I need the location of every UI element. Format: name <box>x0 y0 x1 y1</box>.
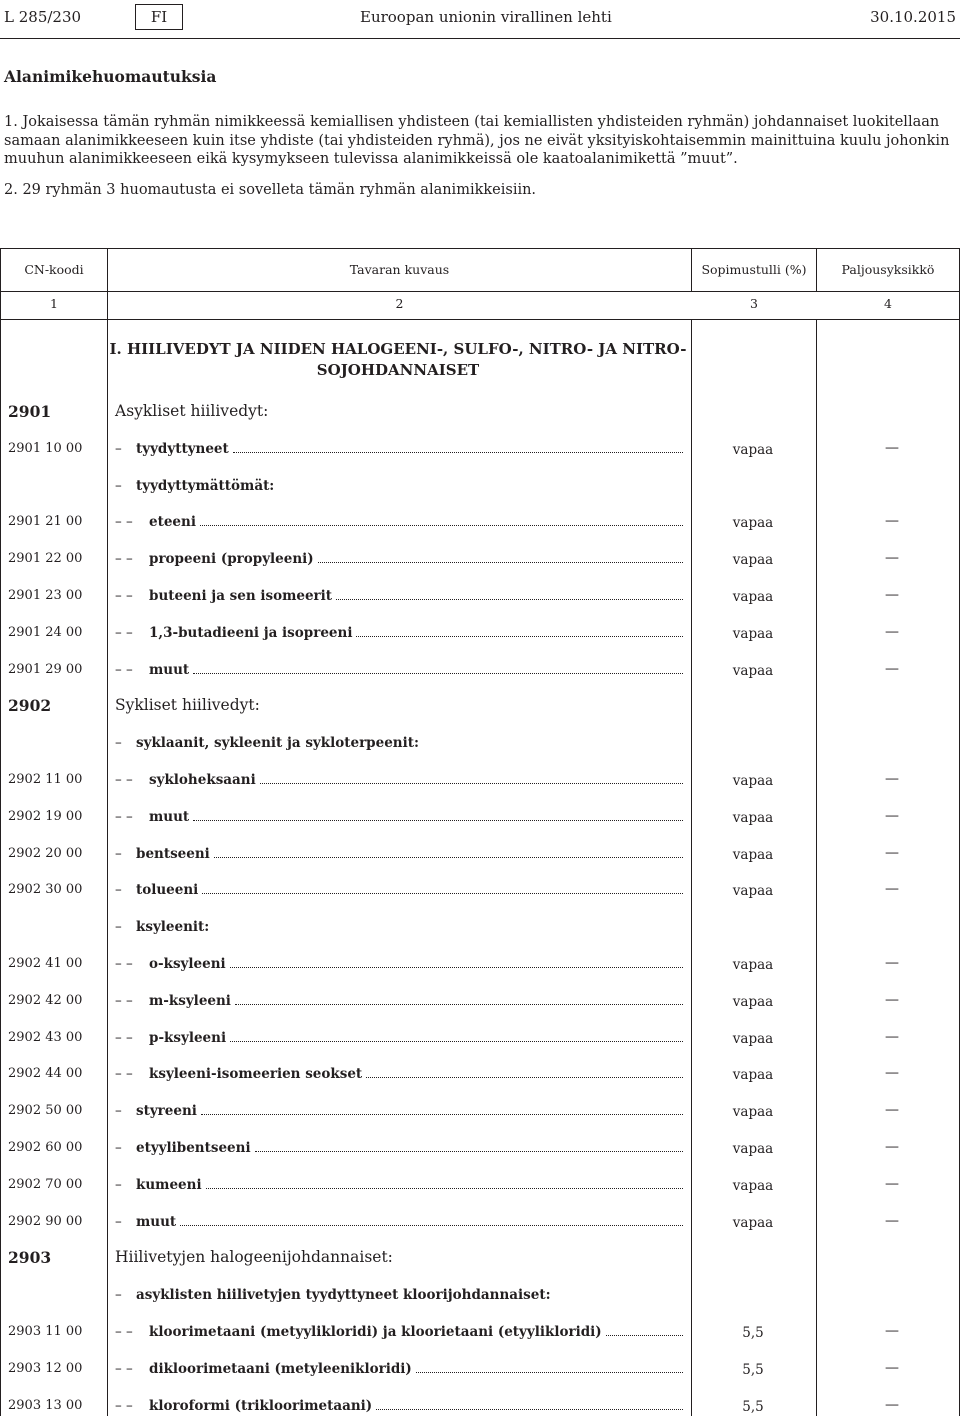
description-text: tyydyttymättömät: <box>136 477 275 494</box>
table-row <box>1 1063 959 1087</box>
goods-description <box>115 588 683 604</box>
description-text: tolueeni <box>136 882 199 899</box>
indent-dashes: – – <box>115 1324 133 1340</box>
goods-description <box>115 1287 683 1303</box>
duty-rate: vapaa <box>732 441 774 458</box>
description-text: ksyleeni-isomeerien seokset <box>149 1066 363 1083</box>
supplementary-unit: — <box>885 1175 899 1192</box>
supplementary-unit: — <box>885 1396 899 1413</box>
cn-code: 2903 13 00 <box>8 1397 83 1413</box>
description-text: Sykliset hiilivedyt: <box>115 696 260 715</box>
table-row <box>1 548 959 572</box>
journal-title: Euroopan unionin virallinen lehti <box>360 8 612 26</box>
indent-dashes: – <box>115 919 122 936</box>
supplementary-unit: — <box>885 550 899 567</box>
goods-description <box>115 1324 683 1340</box>
indent-dashes: – – <box>115 772 133 788</box>
description-text: ksyleenit: <box>136 919 210 936</box>
cn-code: 2902 44 00 <box>8 1066 83 1082</box>
header-supplementary-unit: Paljousyksikkö <box>841 262 935 277</box>
indent-dashes: – – <box>115 1066 133 1083</box>
table-row <box>1 1211 959 1235</box>
description-text: bentseeni <box>136 845 210 862</box>
duty-rate: vapaa <box>732 589 774 605</box>
indent-dashes: – <box>115 477 122 494</box>
cn-code: 2902 60 00 <box>8 1140 83 1155</box>
table-row <box>1 622 959 646</box>
supplementary-unit: — <box>885 587 899 603</box>
description-text: m-ksyleeni <box>149 992 231 1009</box>
indent-dashes: – <box>115 1103 122 1120</box>
dot-leader <box>201 1104 683 1115</box>
goods-description <box>115 625 683 641</box>
duty-rate: vapaa <box>732 957 774 973</box>
header-description: Tavaran kuvaus <box>349 262 450 277</box>
cn-code: 2902 <box>8 696 52 716</box>
duty-rate: vapaa <box>732 1214 774 1231</box>
goods-description <box>115 846 683 862</box>
supplementary-unit: — <box>885 1139 899 1155</box>
supplementary-unit: — <box>885 771 899 787</box>
description-text: propeeni (propyleeni) <box>149 551 314 568</box>
duty-rate: vapaa <box>732 1030 774 1047</box>
description-text: 1,3-butadieeni ja isopreeni <box>149 624 353 641</box>
table-row <box>1 879 959 903</box>
page-header <box>0 0 960 40</box>
dot-leader <box>206 1178 683 1189</box>
column-number: 4 <box>884 296 892 311</box>
goods-description <box>115 882 683 898</box>
description-text: sykloheksaani <box>149 772 256 788</box>
cn-code: 2902 50 00 <box>8 1103 83 1119</box>
description-text: muut <box>149 808 190 825</box>
indent-dashes: – – <box>115 661 133 678</box>
description-text: buteeni ja sen isomeerit <box>149 588 333 604</box>
goods-description <box>115 551 683 567</box>
supplementary-unit: — <box>885 991 899 1008</box>
dot-leader <box>606 1325 683 1336</box>
description-text: kloorimetaani (metyylikloridi) ja kloorietaani (etyylikloridi) <box>149 1324 602 1340</box>
description-text: asyklisten hiilivetyjen tyydyttyneet kloorijohdannaiset: <box>136 1287 551 1304</box>
cn-code: 2901 29 00 <box>8 661 83 677</box>
supplementary-unit: — <box>885 955 899 971</box>
dot-leader <box>202 883 683 894</box>
description-text: syklaanit, sykleenit ja sykloterpeenit: <box>136 735 419 752</box>
cn-code: 2903 <box>8 1248 52 1268</box>
indent-dashes: – – <box>115 514 133 531</box>
goods-description <box>115 735 683 751</box>
indent-dashes: – <box>115 1176 122 1193</box>
tariff-table <box>0 248 960 1416</box>
duty-rate: 5,5 <box>742 1398 764 1415</box>
goods-description <box>115 1103 683 1119</box>
column-number: 2 <box>395 296 404 311</box>
table-row <box>1 953 959 977</box>
dot-leader <box>255 1141 683 1152</box>
indent-dashes: – – <box>115 956 133 972</box>
dot-leader <box>235 994 683 1005</box>
duty-rate: vapaa <box>732 883 774 900</box>
table-row <box>1 769 959 793</box>
goods-description <box>115 1361 683 1377</box>
description-text: p-ksyleeni <box>149 1029 227 1046</box>
table-row <box>1 438 959 462</box>
table-row <box>1 916 959 940</box>
indent-dashes: – – <box>115 808 133 825</box>
dot-leader <box>214 847 683 858</box>
header-duty-rate: Sopimustulli (%) <box>701 262 807 277</box>
dot-leader <box>416 1362 683 1373</box>
table-row <box>1 1247 959 1271</box>
indent-dashes: – – <box>115 1360 133 1377</box>
cn-code: 2902 20 00 <box>8 845 83 861</box>
cn-code: 2902 11 00 <box>8 772 83 787</box>
table-row <box>1 1284 959 1308</box>
supplementary-unit: — <box>885 1323 899 1339</box>
description-text: kloroformi (trikloorimetaani) <box>149 1397 373 1414</box>
cn-code: 2901 10 00 <box>8 440 83 456</box>
goods-description <box>115 1140 683 1156</box>
goods-description <box>115 1030 683 1046</box>
cn-code: 2903 11 00 <box>8 1324 83 1339</box>
language-box: FI <box>135 4 183 30</box>
supplementary-unit: — <box>885 439 899 456</box>
dot-leader <box>230 1031 683 1042</box>
cn-code: 2902 30 00 <box>8 882 83 898</box>
goods-description <box>115 696 683 714</box>
goods-description <box>115 478 683 494</box>
duty-rate: vapaa <box>732 662 774 679</box>
table-row <box>1 1358 959 1382</box>
table-row <box>1 695 959 719</box>
goods-description <box>115 956 683 972</box>
indent-dashes: – <box>115 1213 122 1230</box>
page-reference: L 285/230 <box>4 8 82 26</box>
description-text: o-ksyleeni <box>149 956 226 972</box>
duty-rate: vapaa <box>732 1067 774 1084</box>
indent-dashes: – <box>115 1140 122 1156</box>
supplementary-unit: — <box>885 844 899 861</box>
goods-description <box>115 514 683 530</box>
description-text: etyylibentseeni <box>136 1140 251 1156</box>
goods-description <box>115 993 683 1009</box>
goods-description <box>115 441 683 457</box>
supplementary-unit: — <box>885 1212 899 1229</box>
dot-leader <box>356 626 683 637</box>
cn-code: 2902 19 00 <box>8 808 83 824</box>
duty-rate: 5,5 <box>742 1325 764 1341</box>
header-divider <box>1 319 959 320</box>
indent-dashes: – <box>115 845 122 862</box>
table-row <box>1 1100 959 1124</box>
goods-description <box>115 1066 683 1082</box>
duty-rate: 5,5 <box>742 1361 764 1378</box>
supplementary-unit: — <box>885 623 899 640</box>
dot-leader <box>336 589 683 600</box>
cn-code: 2902 42 00 <box>8 992 83 1008</box>
column-number: 3 <box>750 296 758 311</box>
goods-description <box>115 919 683 935</box>
indent-dashes: – <box>115 882 122 899</box>
cn-code: 2902 70 00 <box>8 1176 83 1192</box>
indent-dashes: – – <box>115 1029 133 1046</box>
column-number: 1 <box>50 296 58 311</box>
supplementary-unit: — <box>885 660 899 677</box>
cn-code: 2902 43 00 <box>8 1029 83 1045</box>
goods-description <box>115 1398 683 1414</box>
header-divider <box>1 291 959 292</box>
indent-dashes: – – <box>115 588 133 604</box>
table-row <box>1 659 959 683</box>
table-row <box>1 511 959 535</box>
dot-leader <box>193 810 683 821</box>
dot-leader <box>318 552 683 563</box>
cn-code: 2901 24 00 <box>8 624 83 640</box>
duty-rate: vapaa <box>732 515 774 532</box>
table-row <box>1 1027 959 1051</box>
duty-rate: vapaa <box>732 993 774 1010</box>
description-text: dikloorimetaani (metyleenikloridi) <box>149 1360 412 1377</box>
supplementary-unit: — <box>885 1359 899 1376</box>
table-row <box>1 1137 959 1161</box>
description-text: styreeni <box>136 1103 197 1120</box>
table-row <box>1 806 959 830</box>
indent-dashes: – <box>115 735 122 752</box>
cn-code: 2901 <box>8 402 52 421</box>
note-1: 1. Jokaisessa tämän ryhmän nimikkeessä kemiallisen yhdisteen (tai kemiallisten yhdisteiden ryhmän) johdannaiset luokitellaan samaan alanimikkeeseen kuin itse yhdiste (tai yhdisteiden ryhmä), jos ne eivät yksityiskohtaisemmin mainittuina kuulu johonkin muuhun alanimikkeeseen eikä kysymykseen tulevissa alanimikkeissä ole kaatoalanimikettä ”muut”. <box>4 114 950 167</box>
indent-dashes: – – <box>115 1397 133 1414</box>
goods-description <box>115 402 683 420</box>
dot-leader <box>366 1067 683 1078</box>
cn-code: 2902 41 00 <box>8 956 83 971</box>
table-row <box>1 585 959 609</box>
supplementary-unit: — <box>885 1028 899 1045</box>
cn-code: 2901 22 00 <box>8 551 83 567</box>
description-text: Asykliset hiilivedyt: <box>115 402 269 420</box>
duty-rate: vapaa <box>732 809 774 826</box>
supplementary-unit: — <box>885 513 899 530</box>
dot-leader <box>180 1215 683 1226</box>
description-text: Hiilivetyjen halogeenijohdannaiset: <box>115 1248 393 1267</box>
description-text: eteeni <box>149 514 196 531</box>
indent-dashes: – – <box>115 551 133 568</box>
indent-dashes: – <box>115 1287 122 1304</box>
table-row <box>1 843 959 867</box>
cn-code: 2901 23 00 <box>8 588 83 603</box>
indent-dashes: – – <box>115 992 133 1009</box>
subchapter-title: I. HIILIVEDYT JA NIIDEN HALOGEENI-, SULFO-, NITRO- JA NITRO-SOJOHDANNAISET <box>109 340 687 379</box>
dot-leader <box>260 773 683 784</box>
publication-date: 30.10.2015 <box>870 8 956 26</box>
supplementary-unit: — <box>885 881 899 898</box>
goods-description <box>115 1248 683 1266</box>
description-text: kumeeni <box>136 1176 202 1193</box>
supplementary-unit: — <box>885 1102 899 1119</box>
dot-leader <box>376 1399 683 1410</box>
supplementary-unit: — <box>885 807 899 824</box>
header-cn-code: CN-koodi <box>24 262 84 277</box>
dot-leader <box>193 663 683 674</box>
table-row <box>1 732 959 756</box>
note-2: 2. 29 ryhmän 3 huomautusta ei sovelleta tämän ryhmän alanimikkeisiin. <box>4 181 537 198</box>
duty-rate: vapaa <box>732 1141 774 1157</box>
table-row <box>1 1174 959 1198</box>
dot-leader <box>233 442 683 453</box>
goods-description <box>115 772 683 788</box>
description-text: muut <box>149 661 190 678</box>
section-title: Alanimikehuomautuksia <box>4 67 217 86</box>
duty-rate: vapaa <box>732 1177 774 1194</box>
dot-leader <box>230 957 683 968</box>
cn-code: 2901 21 00 <box>8 514 83 530</box>
cn-code: 2903 12 00 <box>8 1360 83 1376</box>
duty-rate: vapaa <box>732 846 774 863</box>
header-rule <box>0 38 960 39</box>
dot-leader <box>200 515 683 526</box>
goods-description <box>115 809 683 825</box>
table-row <box>1 1321 959 1345</box>
table-row <box>1 990 959 1014</box>
duty-rate: vapaa <box>732 552 774 569</box>
goods-description <box>115 1177 683 1193</box>
duty-rate: vapaa <box>732 625 774 642</box>
cn-code: 2902 90 00 <box>8 1213 83 1229</box>
goods-description <box>115 662 683 678</box>
goods-description <box>115 1214 683 1230</box>
supplementary-unit: — <box>885 1065 899 1082</box>
description-text: tyydyttyneet <box>136 440 229 457</box>
indent-dashes: – – <box>115 624 133 641</box>
table-row <box>1 401 959 425</box>
duty-rate: vapaa <box>732 773 774 789</box>
subheading-notes <box>4 113 958 211</box>
duty-rate: vapaa <box>732 1104 774 1121</box>
indent-dashes: – <box>115 440 122 457</box>
table-row <box>1 475 959 499</box>
description-text: muut <box>136 1213 177 1230</box>
